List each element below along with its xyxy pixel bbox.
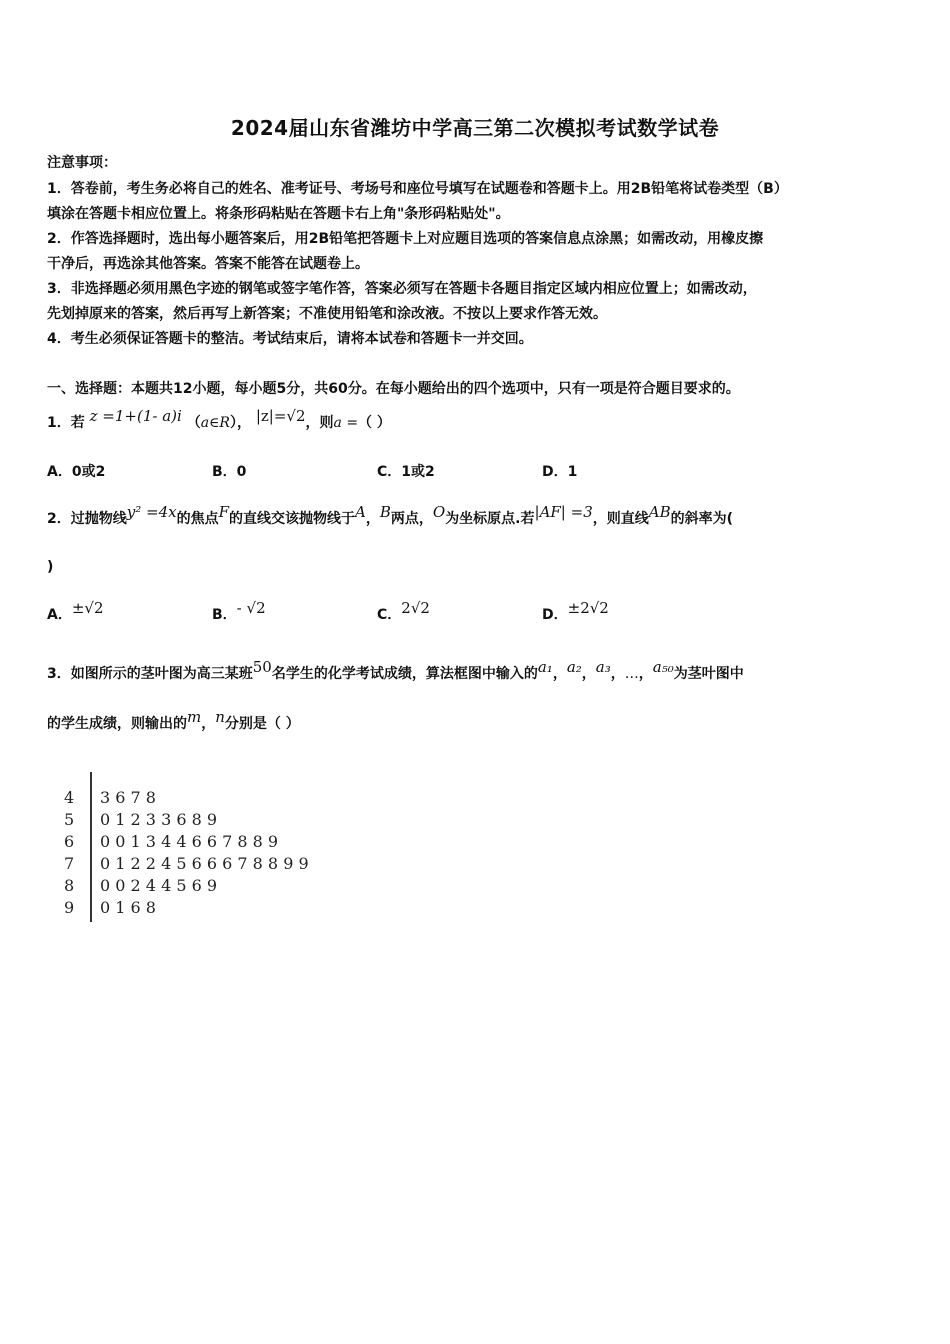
- notice-heading: 注意事项：: [47, 155, 117, 171]
- q1-option-b[interactable]: B．0: [212, 464, 247, 480]
- q2-option-b[interactable]: B．- √2: [212, 599, 266, 623]
- q1-option-c[interactable]: C．1或2: [377, 464, 435, 480]
- notice-line: 3．非选择题必须用黑色字迹的钢笔或签字笔作答，答案必须写在答题卡各题目指定区域内相应位置上；如需改动，: [47, 281, 757, 297]
- notice-line: 填涂在答题卡相应位置上。将条形码粘贴在答题卡右上角"条形码粘贴处"。: [47, 206, 510, 222]
- q1-modulus: |z|=√2: [255, 407, 306, 425]
- q2-condition: |AF| =3: [534, 503, 593, 521]
- notice-line: 2．作答选择题时，选出每小题答案后，用2B铅笔把答题卡上对应题目选项的答案信息点涂黑；如需改动，用橡皮擦: [47, 231, 764, 247]
- q2-parabola: y² =4x: [126, 503, 177, 521]
- q2-option-a[interactable]: A．±√2: [47, 599, 104, 623]
- q2-close-paren: ): [47, 559, 54, 575]
- notice-line: 干净后，再选涂其他答案。答案不能答在试题卷上。: [47, 256, 369, 272]
- q1-option-a[interactable]: A．0或2: [47, 464, 106, 480]
- question-3-cont: 的学生成绩，则输出的m，n分别是（ ）: [47, 708, 300, 732]
- question-1: 1．若 z =1+(1- a)i （a∈R）， |z|=√2，则a =（ ）: [47, 407, 391, 431]
- q2-option-d[interactable]: D．±2√2: [542, 599, 609, 623]
- stem-leaf-plot: 4 3 6 7 8 5 0 1 2 3 3 6 8 9 6 0 0 1 3 4 4 6 6 7 8 8 9 7 0 1 2 2 4 5 6 6 6 7 8 8 9 9 8 0 0 2 4 4 5 6 9 9 0 1 6 8: [60, 788, 380, 922]
- notice-line: 先划掉原来的答案，然后再写上新答案；不准使用铅笔和涂改液。不按以上要求作答无效。: [47, 306, 607, 322]
- q1-option-d[interactable]: D．1: [542, 464, 578, 480]
- question-2: 2．过抛物线y² =4x的焦点F的直线交该抛物线于A，B两点，O为坐标原点.若|AF| =3，则直线AB的斜率为(: [47, 503, 734, 527]
- stem-divider: [90, 772, 92, 922]
- question-3: 3．如图所示的茎叶图为高三某班50名学生的化学考试成绩，算法框图中输入的a₁，a₂，a₃，…，a₅₀为茎叶图中: [47, 658, 744, 682]
- section-heading: 一、选择题：本题共12小题，每小题5分，共60分。在每小题给出的四个选项中，只有一项是符合题目要求的。: [47, 381, 740, 397]
- q1-ask: a =: [333, 415, 359, 431]
- q2-option-c[interactable]: C．2√2: [377, 599, 430, 623]
- q1-condition: a∈R: [200, 415, 230, 431]
- q1-expression: z =1+(1- a)i: [89, 407, 182, 425]
- notice-line: 1．答卷前，考生务必将自己的姓名、准考证号、考场号和座位号填写在试题卷和答题卡上。用2B铅笔将试卷类型（B）: [47, 181, 788, 197]
- notice-line: 4．考生必须保证答题卡的整洁。考试结束后，请将本试卷和答题卡一并交回。: [47, 331, 533, 347]
- page-title: 2024届山东省潍坊中学高三第二次模拟考试数学试卷: [230, 116, 720, 140]
